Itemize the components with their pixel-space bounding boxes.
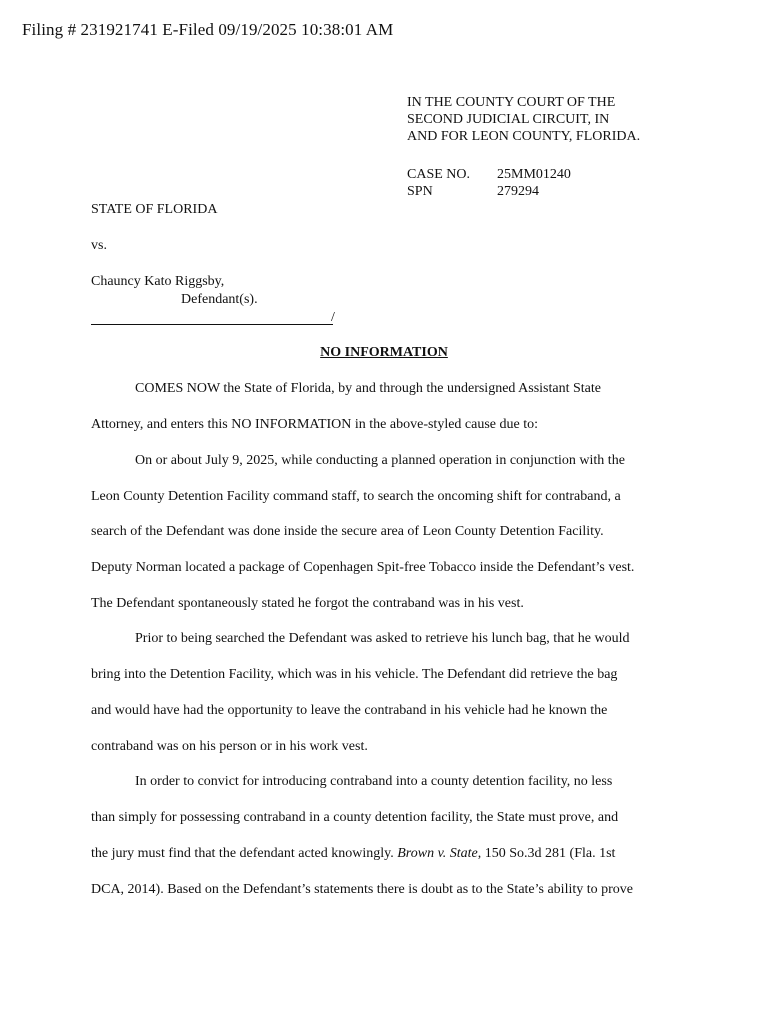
body-line: bring into the Detention Facility, which was in his vehicle. The Defendant did retrieve the bag — [91, 667, 618, 682]
document-title: NO INFORMATION — [320, 345, 448, 360]
body-line: search of the Defendant was done inside the secure area of Leon County Detention Facility. — [91, 524, 604, 539]
case-number-value: 25MM01240 — [497, 167, 571, 182]
body-line: In order to convict for introducing contraband into a county detention facility, no less — [135, 774, 613, 789]
plaintiff: STATE OF FLORIDA — [91, 202, 218, 217]
case-number-row — [407, 166, 571, 183]
body-line: On or about July 9, 2025, while conducting a planned operation in conjunction with the — [135, 453, 625, 468]
caption-slash: / — [331, 310, 335, 325]
citation-after: , 150 So.3d 281 (Fla. 1st — [477, 846, 616, 861]
body-line: COMES NOW the State of Florida, by and through the undersigned Assistant State — [135, 381, 601, 396]
body-line: Leon County Detention Facility command staff, to search the oncoming shift for contraband, a — [91, 489, 621, 504]
court-line-2: SECOND JUDICIAL CIRCUIT, IN — [407, 112, 610, 127]
defendant-name: Chauncy Kato Riggsby, — [91, 274, 225, 289]
court-line-1: IN THE COUNTY COURT OF THE — [407, 95, 616, 110]
body-line: and would have had the opportunity to leave the contraband in his vehicle had he known the — [91, 703, 608, 718]
body-line: than simply for possessing contraband in a county detention facility, the State must prove, and — [91, 810, 619, 825]
case-number-label: CASE NO. — [407, 167, 471, 182]
spn-label: SPN — [407, 184, 433, 199]
case-citation-name: Brown v. State — [397, 846, 478, 861]
court-line-3: AND FOR LEON COUNTY, FLORIDA. — [407, 129, 641, 144]
body-line: Prior to being searched the Defendant was asked to retrieve his lunch bag, that he would — [135, 631, 630, 646]
body-line: DCA, 2014). Based on the Defendant’s statements there is doubt as to the State’s ability to prove — [91, 882, 634, 897]
body-line: The Defendant spontaneously stated he forgot the contraband was in his vest. — [91, 596, 524, 611]
versus: vs. — [91, 238, 107, 253]
spn-value: 279294 — [497, 184, 539, 199]
court-caption — [407, 94, 640, 145]
defendant-role: Defendant(s). — [181, 292, 258, 307]
caption-rule — [91, 312, 333, 325]
spn-row — [407, 183, 571, 200]
body-line: Deputy Norman located a package of Copenhagen Spit-free Tobacco inside the Defendant’s vest. — [91, 560, 635, 575]
body-line: Attorney, and enters this NO INFORMATION in the above-styled cause due to: — [91, 417, 539, 432]
citation-before: the jury must find that the defendant acted knowingly. — [91, 846, 398, 861]
case-info — [407, 166, 571, 200]
filing-header: Filing # 231921741 E-Filed 09/19/2025 10:38:01 AM — [22, 20, 394, 39]
body-line: contraband was on his person or in his work vest. — [91, 739, 368, 754]
body-line-citation — [91, 846, 615, 862]
